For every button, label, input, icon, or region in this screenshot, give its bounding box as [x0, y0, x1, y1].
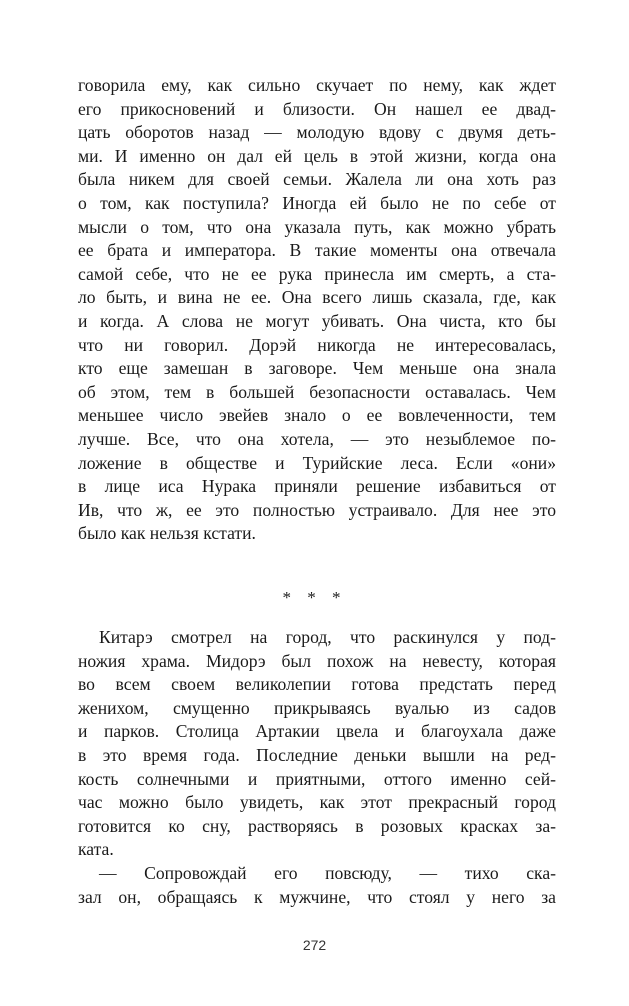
text-line: во всем своем великолепии готова предстать перед: [78, 674, 556, 695]
page-number: 272: [302, 937, 327, 953]
text-line: ми. И именно он дал ей цель в этой жизни, когда она: [78, 145, 556, 166]
text-line: готовится ко сну, растворяясь в розовых красках за-: [78, 815, 556, 836]
text-line: ло быть, и вина не ее. Она всего лишь сказала, где, как: [78, 287, 556, 308]
text-line: об этом, тем в большей безопасности оставалась. Чем: [78, 381, 556, 402]
text-line: ее брата и императора. В такие моменты она отвечала: [78, 240, 556, 261]
text-line: лучше. Все, что она хотела, — это незыблемое по-: [78, 428, 556, 449]
text-line: его прикосновений и близости. Он нашел ее двад-: [78, 98, 556, 119]
paragraph-2: [78, 626, 556, 909]
text-line: Ив, что ж, ее это полностью устраивало. Для нее это: [78, 499, 556, 520]
text-line: и парков. Столица Артакии цвела и благоухала даже: [78, 721, 556, 742]
text-line: что ни говорил. Дорэй никогда не интересовалась,: [78, 334, 556, 355]
text-line: самой себе, что не ее рука принесла им смерть, а ста-: [78, 263, 556, 284]
text-line: кто еще замешан в заговоре. Чем меньше она знала: [78, 358, 556, 379]
text-line: в это время года. Последние деньки вышли на ред-: [78, 744, 556, 765]
text-line: меньшее число эвейев знало о ее вовлеченности, тем: [78, 405, 556, 426]
text-line: — Сопровождай его повсюду, — тихо ска-: [99, 862, 556, 883]
text-line: час можно было увидеть, как этот прекрасный город: [78, 792, 556, 813]
text-line: ката.: [78, 839, 114, 860]
section-separator: * * *: [282, 588, 347, 607]
text-line: ножия храма. Мидорэ был похож на невесту, которая: [78, 650, 556, 671]
text-line: мысли о том, что она указала путь, как можно убрать: [78, 216, 556, 237]
text-line: женихом, смущенно прикрываясь вуалью из садов: [78, 697, 556, 718]
text-line: в лице иса Нурака приняли решение избавиться от: [78, 476, 556, 497]
text-line: была никем для своей семьи. Жалела ли она хоть раз: [78, 169, 556, 190]
text-line: о том, как поступила? Иногда ей было не по себе от: [78, 192, 556, 213]
text-line: Китарэ смотрел на город, что раскинулся у под-: [99, 627, 556, 647]
text-line: зал он, обращаясь к мужчине, что стоял у него за: [78, 886, 556, 907]
text-line: цать оборотов назад — молодую вдову с двумя деть-: [78, 122, 556, 143]
text-line: говорила ему, как сильно скучает по нему, как ждет: [78, 75, 556, 95]
text-line: и когда. А слова не могут убивать. Она чиста, кто бы: [78, 310, 556, 331]
text-line: кость солнечными и приятными, оттого именно сей-: [78, 768, 556, 789]
text-line: ложение в обществе и Турийские леса. Если «они»: [78, 452, 556, 473]
paragraph-1: [78, 74, 556, 546]
text-line: было как нельзя кстати.: [78, 523, 256, 544]
